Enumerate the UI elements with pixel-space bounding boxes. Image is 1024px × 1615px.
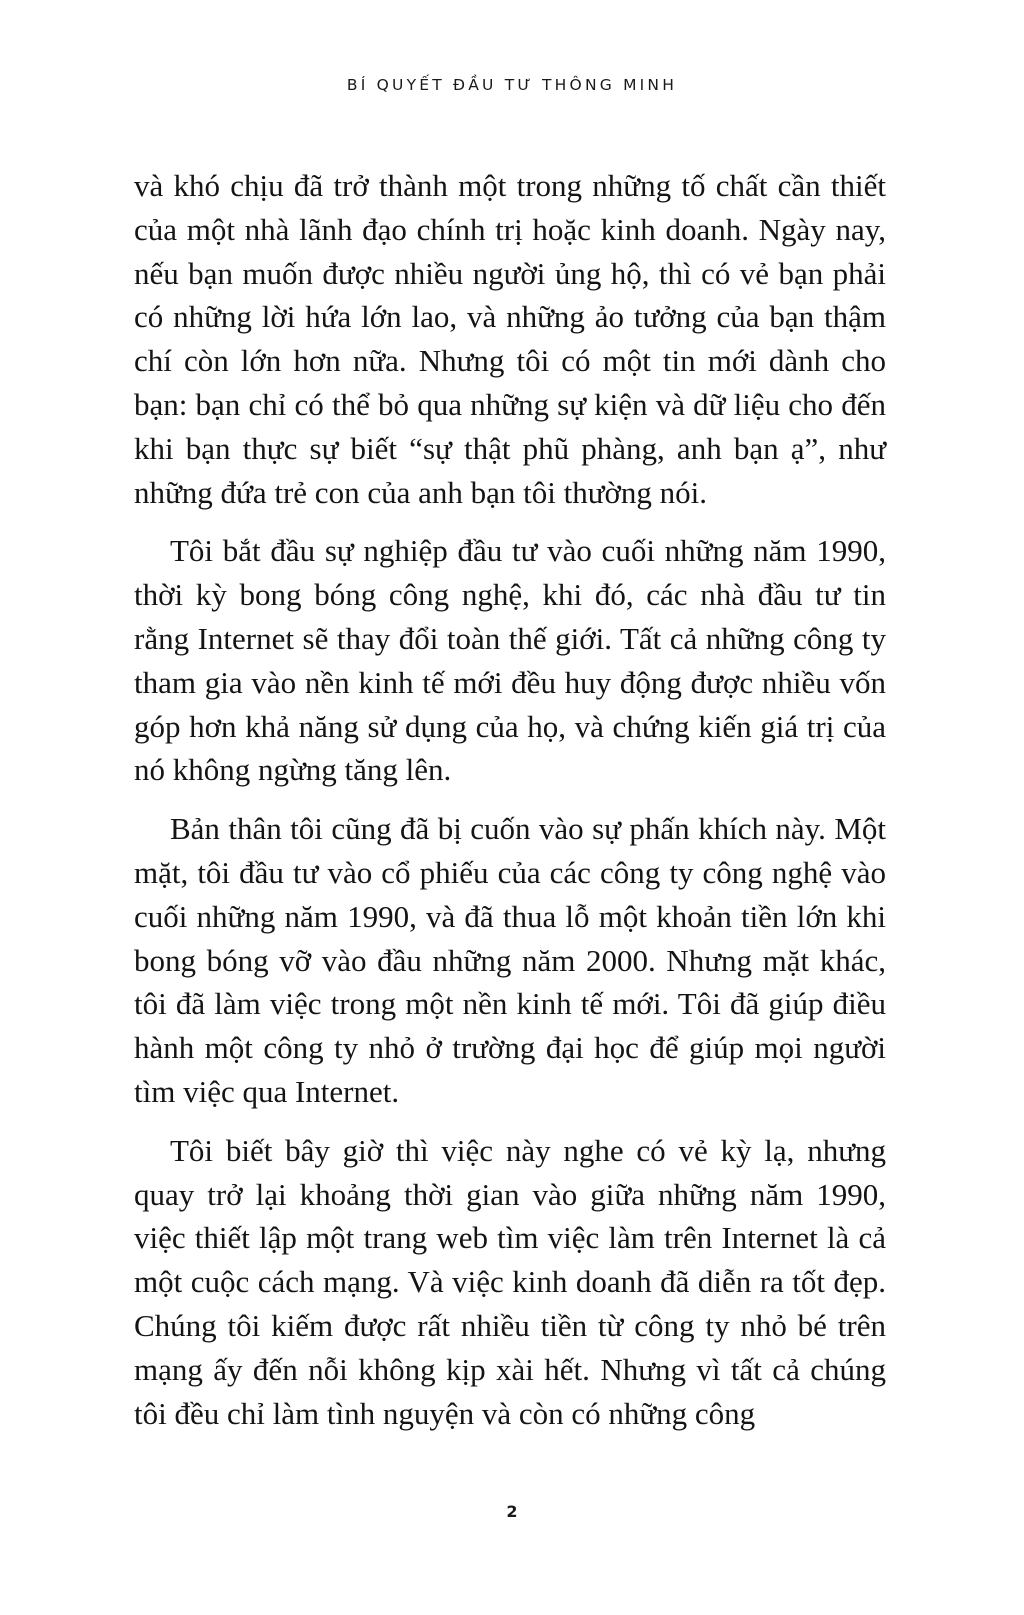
paragraph-continuation: và khó chịu đã trở thành một trong những tố chất cần thiết của một nhà lãnh đạo chính trị hoặc kinh doanh. Ngày nay, nếu bạn muốn được nhiều người ủng hộ, thì có vẻ bạn phải có những lời hứa lớn lao, và những ảo tưởng của bạn thậm chí còn lớn hơn nữa. Nhưng tôi có một tin mới dành cho bạn: bạn chỉ có thể bỏ qua những sự kiện và dữ liệu cho đến khi bạn thực sự biết “sự thật phũ phàng, anh bạn ạ”, như những đứa trẻ con của anh bạn tôi thường nói. xyxy=(134,168,886,510)
paragraph: Tôi biết bây giờ thì việc này nghe có vẻ kỳ lạ, nhưng quay trở lại khoảng thời gian vào giữa những năm 1990, việc thiết lập một trang web tìm việc làm trên Internet là cả một cuộc cách mạng. Và việc kinh doanh đã diễn ra tốt đẹp. Chúng tôi kiếm được rất nhiều tiền từ công ty nhỏ bé trên mạng ấy đến nỗi không kịp xài hết. Nhưng vì tất cả chúng tôi đều chỉ làm tình nguyện và còn có những công xyxy=(134,1132,886,1431)
paragraph: Bản thân tôi cũng đã bị cuốn vào sự phấn khích này. Một mặt, tôi đầu tư vào cổ phiếu của các công ty công nghệ vào cuối những năm 1990, và đã thua lỗ một khoản tiền lớn khi bong bóng vỡ vào đầu những năm 2000. Nhưng mặt khác, tôi đã làm việc trong một nền kinh tế mới. Tôi đã giúp điều hành một công ty nhỏ ở trường đại học để giúp mọi người tìm việc qua Internet. xyxy=(134,811,886,1109)
page-number: 2 xyxy=(506,1502,518,1521)
running-header: BÍ QUYẾT ĐẦU TƯ THÔNG MINH xyxy=(346,76,678,94)
paragraph: Tôi bắt đầu sự nghiệp đầu tư vào cuối những năm 1990, thời kỳ bong bóng công nghệ, khi đó, các nhà đầu tư tin rằng Internet sẽ thay đổi toàn thế giới. Tất cả những công ty tham gia vào nền kinh tế mới đều huy động được nhiều vốn góp hơn khả năng sử dụng của họ, và chứng kiến giá trị của nó không ngừng tăng lên. xyxy=(134,533,886,788)
body-text xyxy=(134,164,886,1450)
